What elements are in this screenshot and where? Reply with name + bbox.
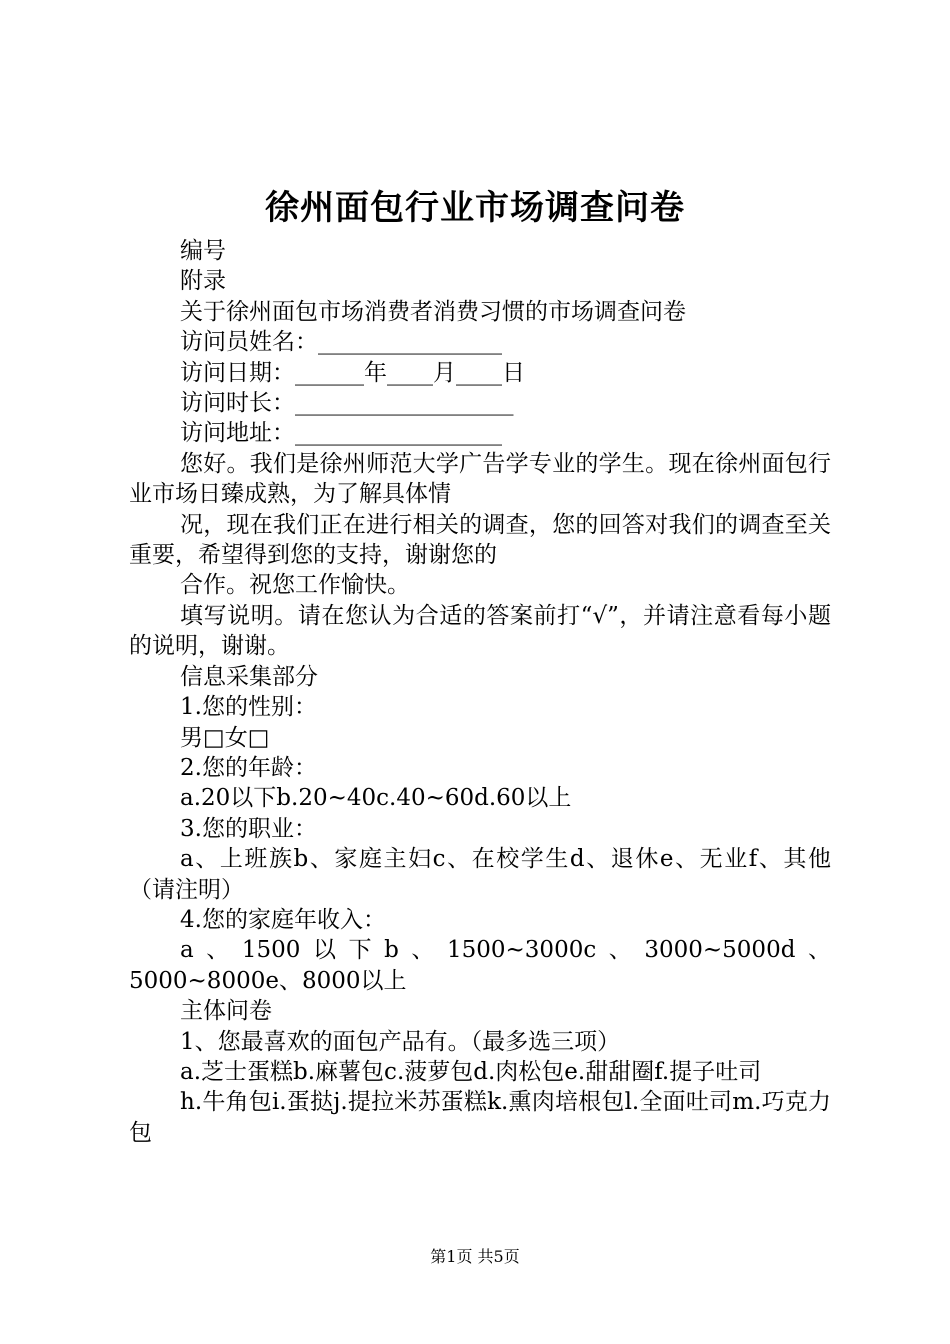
question-age: 2.您的年龄： bbox=[180, 754, 317, 781]
paragraph-appendix: 附录 bbox=[180, 268, 226, 295]
paragraph-interview-address: 访问地址：__________________ bbox=[180, 420, 502, 447]
options-bread-2: h.牛角包i.蛋挞j.提拉米苏蛋糕k.熏肉培根包l.全面吐司m.巧克力包 bbox=[129, 1089, 831, 1146]
question-income: 4.您的家庭年收入： bbox=[180, 906, 386, 933]
page-footer: 第1页 共5页 bbox=[430, 1247, 520, 1266]
question-gender: 1.您的性别： bbox=[180, 694, 317, 721]
paragraph-interview-date: 访问日期：______年____月____日 bbox=[180, 359, 525, 386]
question-favorite-bread: 1、您最喜欢的面包产品有。（最多选三项） bbox=[180, 1028, 621, 1055]
options-bread-1: a.芝士蛋糕b.麻薯包c.菠萝包d.肉松包e.甜甜圈f.提子吐司 bbox=[180, 1058, 762, 1085]
document-title: 徐州面包行业市场调查问卷 bbox=[265, 188, 685, 228]
paragraph-instructions: 填写说明。请在您认为合适的答案前打“√”，并请注意看每小题的说明，谢谢。 bbox=[129, 602, 831, 660]
paragraph-greeting-end: 合作。祝您工作愉快。 bbox=[180, 572, 410, 599]
question-occupation: 3.您的职业： bbox=[180, 815, 317, 842]
options-occupation: a、上班族b、家庭主妇c、在校学生d、退休e、无业f、其他（请注明） bbox=[129, 846, 831, 903]
document-body bbox=[129, 236, 831, 1148]
section-heading-info: 信息采集部分 bbox=[180, 663, 318, 690]
options-gender: 男□女□ bbox=[180, 724, 270, 751]
options-income: a、1500以下b、1500~3000c、3000~5000d、5000~8000e、8000以上 bbox=[129, 937, 831, 994]
paragraph-interview-duration: 访问时长：___________________ bbox=[180, 390, 514, 417]
paragraph-survey-subtitle: 关于徐州面包市场消费者消费习惯的市场调查问卷 bbox=[180, 298, 686, 325]
options-age: a.20以下b.20~40c.40~60d.60以上 bbox=[180, 785, 572, 812]
paragraph-greeting-cont: 况，现在我们正在进行相关的调查，您的回答对我们的调查至关重要，希望得到您的支持，谢谢您的 bbox=[129, 511, 831, 569]
paragraph-interviewer-name: 访问员姓名：________________ bbox=[180, 329, 502, 356]
paragraph-number: 编号 bbox=[180, 238, 226, 264]
section-heading-main: 主体问卷 bbox=[180, 998, 272, 1025]
paragraph-greeting: 您好。我们是徐州师范大学广告学专业的学生。现在徐州面包行业市场日臻成熟，为了解具体情 bbox=[129, 450, 831, 508]
